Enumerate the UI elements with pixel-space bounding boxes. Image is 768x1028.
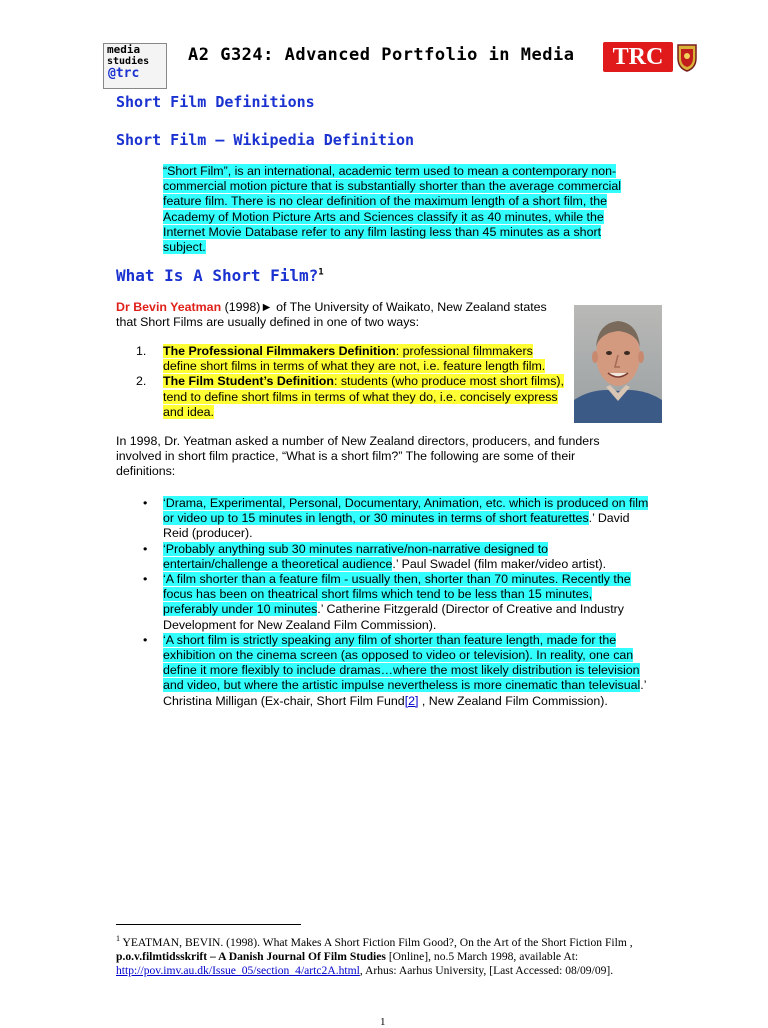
list-item <box>136 374 566 420</box>
list-item <box>136 344 566 374</box>
section-heading-what-is <box>116 266 324 285</box>
quote-attribution: .’ Paul Swadel (film maker/video artist). <box>392 556 607 571</box>
what-is-heading-text: What Is A Short Film? <box>116 266 319 285</box>
intro-paragraph <box>116 300 566 330</box>
section-heading-short-film-definitions: Short Film Definitions <box>116 93 315 111</box>
page-number: 1 <box>380 1016 386 1028</box>
bullet-icon: • <box>143 572 148 587</box>
definition-text: : professional filmmakers define short films in terms of what they are not, i.e. feature length film. <box>163 344 546 374</box>
author-name: Dr Bevin Yeatman <box>116 300 222 314</box>
quote-attribution: .’ David Reid (producer). <box>163 511 630 541</box>
list-item <box>143 633 649 709</box>
footnote-divider <box>116 924 301 925</box>
quote-text: ‘A film shorter than a feature film - usually then, shorter than 70 minutes. Recently the focus has been on theatrical short films which tend to be less than 15 minutes, preferably under 10 minutes <box>163 572 631 617</box>
footnote-ref[interactable]: 1 <box>318 267 324 278</box>
footnote <box>116 932 646 979</box>
quote-text: ‘A short film is strictly speaking any film of shorter than feature length, made for the exhibition on the cinema screen (as opposed to video or television). In reality, one can define it more flexibly to include dramas…where the most likely distribution is television and video, but where the artistic impulse nevertheless is more cinematic than televisual <box>163 632 641 693</box>
bullet-icon: • <box>143 496 148 510</box>
trc-logo-text: TRC <box>612 44 664 70</box>
section-heading-wikipedia: Short Film – Wikipedia Definition <box>116 131 415 149</box>
footnote-link[interactable]: [2] <box>404 693 419 708</box>
logo-line-1: media <box>107 43 141 56</box>
footnote-text-3: , Arhus: Aarhus University, [Last Accessed: 08/09/09]. <box>359 964 614 978</box>
trc-logo <box>603 42 698 72</box>
page-header-title: A2 G324: Advanced Portfolio in Media <box>188 45 575 65</box>
wikipedia-definition-paragraph <box>163 164 645 255</box>
author-photo <box>574 305 662 423</box>
media-studies-logo <box>103 43 167 89</box>
list-number: 1. <box>136 344 147 358</box>
definition-text: : students (who produce most short films), tend to define short films in terms of what they do, i.e. concisely express and idea. <box>163 374 564 419</box>
list-number: 2. <box>136 374 147 389</box>
intro-text: (1998)► of The University of Waikato, New Zealand states that Short Films are usually defined in one of two ways: <box>116 300 547 330</box>
definition-title: The Professional Filmmakers Definition <box>163 344 396 358</box>
footnote-url-link[interactable]: http://pov.imv.au.dk/Issue_05/section_4/artc2A.html <box>116 964 360 978</box>
list-item <box>143 572 649 633</box>
bullet-icon: • <box>143 541 148 556</box>
quote-text: ‘Drama, Experimental, Personal, Documentary, Animation, etc. which is produced on film or video up to 15 minutes in length, or 30 minutes in terms of short featurettes <box>163 496 649 526</box>
bullet-icon: • <box>143 632 148 647</box>
list-item <box>143 542 649 572</box>
logo-line-2: studies <box>107 56 150 67</box>
wikipedia-definition-text: “Short Film”, is an international, academic term used to mean a contemporary non-commercial motion picture that is substantially shorter than the average commercial feature film. There is no clear definition of the maximum length of a short film, the Academy of Motion Picture Arts and Sciences classify it as 40 minutes, while the Internet Movie Database refer to any film lasting less than 45 minutes as a short subject. <box>163 164 621 255</box>
quote-tail: , New Zealand Film Commission). <box>418 693 608 708</box>
crest-icon <box>676 42 698 72</box>
quote-attribution: .’ Christina Milligan (Ex-chair, Short Film Fund <box>163 678 647 708</box>
footnote-number: 1 <box>116 934 120 943</box>
definition-title: The Film Student’s Definition <box>163 374 334 389</box>
definitions-list <box>136 344 566 420</box>
journal-title: p.o.v.filmtidsskrift – A Danish Journal Of Film Studies <box>116 950 386 964</box>
quote-text: ‘Probably anything sub 30 minutes narrative/non-narrative designed to entertain/challenge a theoretical audience <box>163 541 549 571</box>
logo-line-3: @trc <box>108 66 140 81</box>
list-item <box>143 496 649 542</box>
footnote-text-2: [Online], no.5 March 1998, available At: <box>385 950 579 964</box>
quotes-list <box>143 496 649 709</box>
footnote-text-1: YEATMAN, BEVIN. (1998). What Makes A Short Fiction Film Good?, On the Art of the Short Fiction Film , <box>120 935 633 949</box>
paragraph-1998: In 1998, Dr. Yeatman asked a number of New Zealand directors, producers, and funders involved in short film practice, “What is a short film?” The following are some of their definitions: <box>116 434 600 479</box>
quote-attribution: .’ Catherine Fitzgerald (Director of Creative and Industry Development for New Zealand Film Commission). <box>163 602 624 632</box>
